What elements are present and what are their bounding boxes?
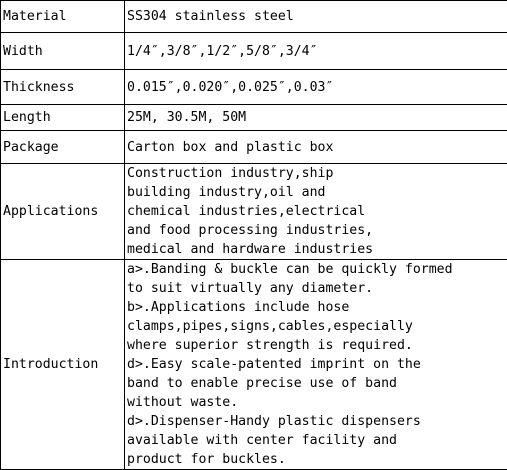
value-line: building industry,oil and xyxy=(127,183,505,202)
value-line: d>.Easy scale-patented imprint on the xyxy=(127,355,505,374)
label-length: Length xyxy=(1,105,125,131)
label-introduction: Introduction xyxy=(1,260,125,470)
row-length xyxy=(1,105,507,131)
value-applications xyxy=(125,164,507,260)
row-introduction xyxy=(1,260,507,470)
value-line: without waste. xyxy=(127,393,505,412)
value-package xyxy=(125,131,507,164)
row-thickness xyxy=(1,70,507,105)
value-line: chemical industries,electrical xyxy=(127,202,505,221)
label-thickness: Thickness xyxy=(1,70,125,105)
value-line: medical and hardware industries xyxy=(127,240,505,259)
value-line: clamps,pipes,signs,cables,especially xyxy=(127,317,505,336)
value-line: product for buckles. xyxy=(127,450,505,469)
value-line: 1/4″,3/8″,1/2″,5/8″,3/4″ xyxy=(127,42,505,61)
value-line: available with center facility and xyxy=(127,431,505,450)
value-introduction xyxy=(125,260,507,470)
value-line: Construction industry,ship xyxy=(127,164,505,183)
row-package xyxy=(1,131,507,164)
value-line: SS304 stainless steel xyxy=(127,7,505,26)
value-line: b>.Applications include hose xyxy=(127,298,505,317)
row-applications xyxy=(1,164,507,260)
label-applications: Applications xyxy=(1,164,125,260)
value-line: a>.Banding & buckle can be quickly formed xyxy=(127,260,505,279)
value-material xyxy=(125,1,507,33)
value-line: to suit virtually any diameter. xyxy=(127,279,505,298)
value-line: Carton box and plastic box xyxy=(127,138,505,157)
label-width: Width xyxy=(1,33,125,70)
value-line: band to enable precise use of band xyxy=(127,374,505,393)
value-width xyxy=(125,33,507,70)
row-width xyxy=(1,33,507,70)
value-line: where superior strength is required. xyxy=(127,336,505,355)
value-line: 25M, 30.5M, 50M xyxy=(127,108,505,127)
row-material xyxy=(1,1,507,33)
value-line: d>.Dispenser-Handy plastic dispensers xyxy=(127,412,505,431)
label-material: Material xyxy=(1,1,125,33)
value-line: 0.015″,0.020″,0.025″,0.03″ xyxy=(127,78,505,97)
value-length xyxy=(125,105,507,131)
value-line: and food processing industries, xyxy=(127,221,505,240)
label-package: Package xyxy=(1,131,125,164)
value-thickness xyxy=(125,70,507,105)
